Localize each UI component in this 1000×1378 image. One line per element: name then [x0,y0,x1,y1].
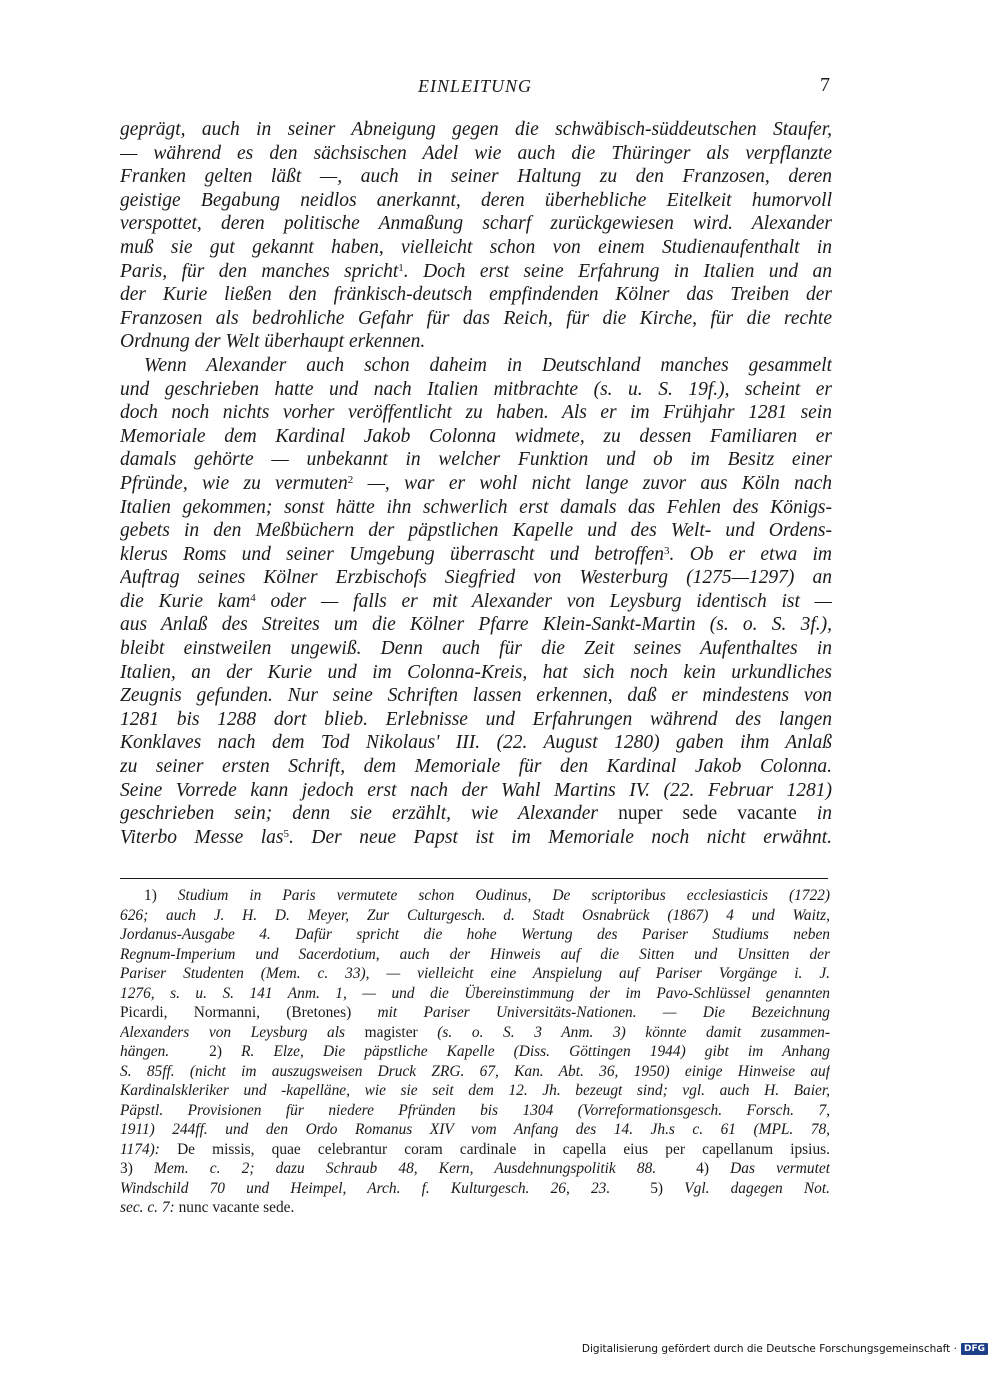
footnote-line: hängen. 2) R. Elze, Die päpstliche Kapelle (Diss. Göttingen 1944) gibt im Anhang [120,1043,830,1060]
text-line: Italien, an der Kurie und im Colonna-Kreis, hat sich noch kein urkundliches [120,661,832,683]
text-line: aus Anlaß des Streites um die Kölner Pfarre Klein-Sankt-Martin (s. o. S. 3f.), [120,614,832,636]
footnote-line: 1911) 244ff. und den Ordo Romanus XIV vom Anfang des 14. Jh.s c. 61 (MPL. 78, [120,1121,830,1138]
text-line: der Kurie ließen den fränkisch-deutsch empfindenden Kölner das Treiben der [120,284,832,306]
footnotes [120,886,830,1218]
dfg-logo-icon: DFG [961,1343,988,1355]
text-line: Franzosen als bedrohliche Gefahr für das Reich, für die Kirche, für die rechte [120,307,832,329]
text-line: und geschrieben hatte und nach Italien mitbrachte (s. u. S. 19f.), scheint er [120,378,832,400]
text-line: Ordnung der Welt überhaupt erkennen. [120,331,426,353]
text-line: geschrieben sein; denn sie erzählt, wie Alexander nuper sede vacante in [120,803,832,825]
footnote-line: 3) Mem. c. 2; dazu Schraub 48, Kern, Ausdehnungspolitik 88. 4) Das vermutet [120,1160,830,1177]
footnote-ref: 2 [347,473,354,486]
footnote-line: 1276, s. u. S. 141 Anm. 1, — und die Übereinstimmung der im Pavo-Schlüssel genannten [120,984,830,1002]
text-line: damals gehörte — unbekannt in welcher Funktion und ob im Besitz einer [120,449,832,471]
text-line: geistige Begabung neidlos anerkannt, deren überhebliche Eitelkeit humorvoll [120,189,832,211]
footnote-line: S. 85ff. (nicht im auszugsweisen Druck ZRG. 67, Kan. Abt. 36, 1950) einige Hinweise auf [120,1062,830,1080]
running-title: EINLEITUNG [417,76,532,96]
body-text [120,118,832,849]
text-line: doch noch nichts vorher veröffentlicht zu haben. Als er im Frühjahr 1281 sein [120,402,832,424]
footnote-ref: 5 [283,827,290,840]
text-line: Konklaves nach dem Tod Nikolaus' III. (22. August 1280) gaben ihm Anlaß [120,732,832,754]
footnote-ref: 4 [250,591,256,604]
footnote-line: Päpstl. Provisionen für niedere Pfründen bis 1304 (Vorreformationsgesch. Forsch. 7, [120,1101,830,1119]
footnote-ref: 3 [664,544,670,557]
running-head [120,72,830,100]
footnote-line: 1174): De missis, quae celebrantur coram cardinale in capella eius per capellanum ipsius. [120,1140,830,1158]
text-line: Paris, für den manches spricht$^1$. Doch erst seine Erfahrung in Italien und an [120,260,832,282]
footnote-line: Alexanders von Leysburg als magister (s. o. S. 3 Anm. 3) könnte damit zusammen- [120,1023,830,1041]
text-line: Zeugnis gefunden. Nur seine Schriften lassen erkennen, daß er mindestens von [120,685,832,707]
footnote-line: Picardi, Normanni, (Bretones) mit Pariser Universitäts-Nationen. — Die Bezeichnung [120,1004,830,1021]
text-line: Pfründe, wie zu vermuten$^2$ —, war er wohl nicht lange zuvor aus Köln nach [120,472,832,494]
footnote-line: Kardinalskleriker und -kapelläne, wie sie seit dem 12. Jh. bezeugt sind; vgl. auch H. Baier, [120,1082,830,1099]
text-line: muß sie gut gekannt haben, vielleicht schon von einem Studienaufenthalt in [120,236,832,258]
footnote-ref: 1 [398,261,404,274]
text-line: Wenn Alexander auch schon daheim in Deutschland manches gesammelt [144,354,832,376]
footnote-line: sec. c. 7: nunc vacante sede. [120,1199,295,1216]
text-line: geprägt, auch in seiner Abneigung gegen die schwäbisch-süddeutschen Staufer, [120,119,832,140]
footnote-line: Jordanus-Ausgabe 4. Dafür spricht die hohe Wertung des Pariser Studiums neben [120,926,830,943]
text-line: verspottet, deren politische Anmaßung scharf zurückgewiesen wird. Alexander [120,213,832,235]
text-line: — während es den sächsischen Adel wie auch die Thüringer als verpflanzte [120,142,832,164]
text-line: Franken gelten läßt —, auch in seiner Haltung zu den Franzosen, deren [120,166,832,188]
text-line: bleibt einstweilen ungewiß. Denn auch für die Zeit seines Aufenthaltes in [120,638,832,660]
text-line: Seine Vorrede kann jedoch erst nach der Wahl Martins IV. (22. Februar 1281) [120,779,832,801]
text-line: 1281 bis 1288 dort blieb. Erlebnisse und Erfahrungen während des langen [120,708,832,730]
text-line: Viterbo Messe las$^5$. Der neue Papst ist im Memoriale noch nicht erwähnt. [120,826,832,848]
footnote-divider [120,878,828,879]
page-number: 7 [820,74,830,96]
text-line: klerus Roms und seiner Umgebung überrascht und betroffen$^3$. Ob er etwa im [120,543,832,565]
footnote-line: Pariser Studenten (Mem. c. 33), — vielleicht eine Anspielung auf Pariser Vorgänge i. J. [120,965,830,982]
text-line: Memoriale dem Kardinal Jakob Colonna widmete, zu dessen Familiaren er [120,425,832,447]
footnote-line: 1) Studium in Paris vermutete schon Oudinus, De scriptoribus ecclesiasticis (1722) [144,887,830,904]
text-line: die Kurie kam$^4$ oder — falls er mit Alexander von Leysburg identisch ist — [120,590,832,612]
text-line: gebets in den Meßbüchern der päpstlichen Kapelle und des Welt- und Ordens- [120,520,832,542]
text-line: Auftrag seines Kölner Erzbischofs Siegfried von Westerburg (1275—1297) an [120,567,832,589]
footnote-line: 626; auch J. H. D. Meyer, Zur Culturgesch. d. Stadt Osnabrück (1867) 4 und Waitz, [120,906,830,924]
credit-text: Digitalisierung gefördert durch die Deutsche Forschungsgemeinschaft · [581,1343,957,1355]
text-line: zu seiner ersten Schrift, dem Memoriale für den Kardinal Jakob Colonna. [120,756,832,778]
text-line: Italien gekommen; sonst hätte ihn schwerlich erst damals das Fehlen des Königs- [120,496,832,518]
digitization-credit [582,1342,988,1356]
footnote-line: Regnum-Imperium und Sacerdotium, auch der Hinweis auf die Sitten und Unsitten der [120,945,830,963]
footnote-line: Windschild 70 und Heimpel, Arch. f. Kulturgesch. 26, 23. 5) Vgl. dagegen Not. [120,1179,830,1197]
